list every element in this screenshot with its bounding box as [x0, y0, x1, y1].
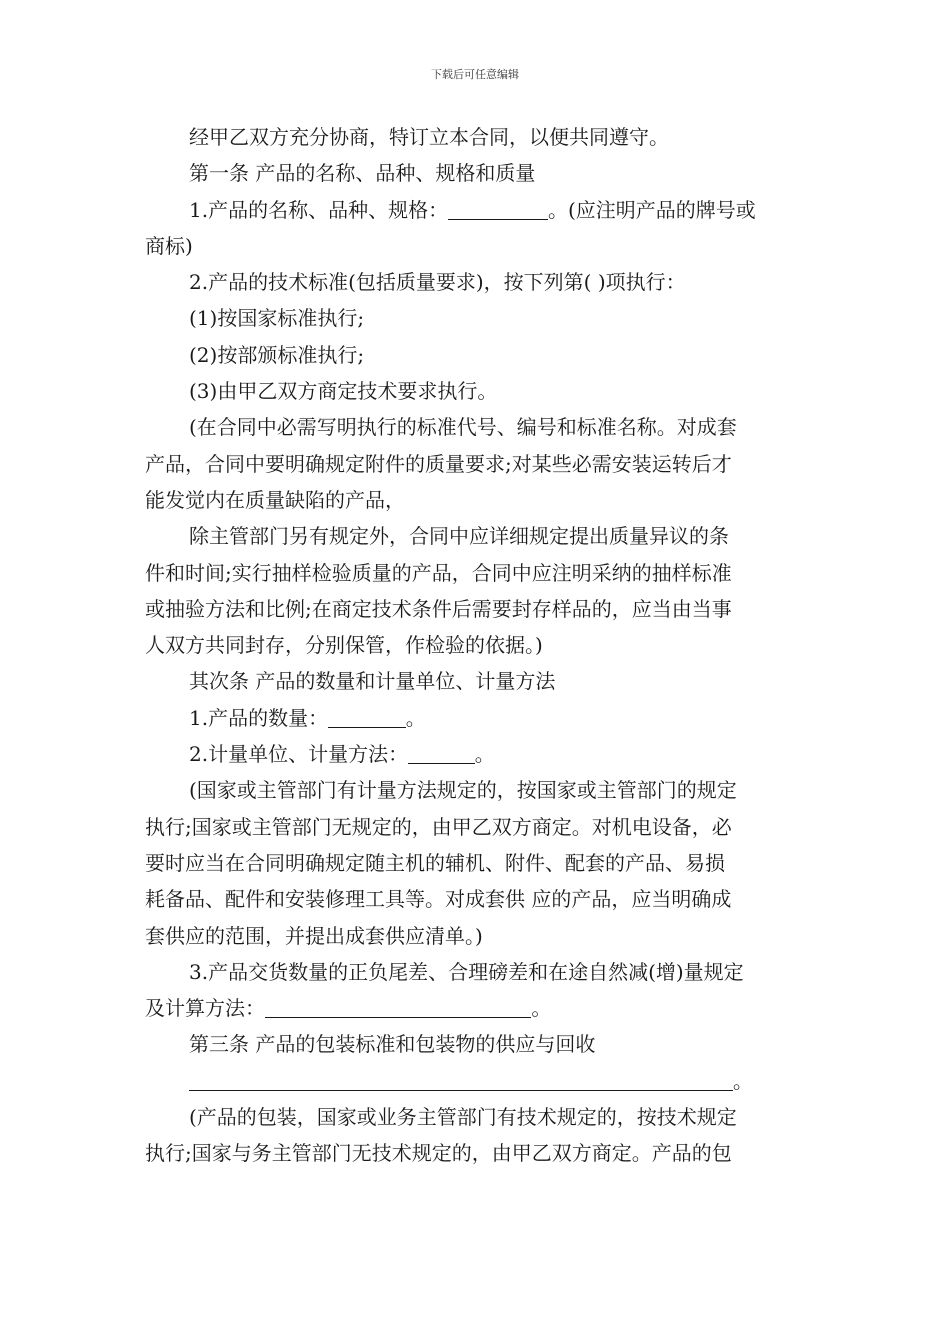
fill-in-blank[interactable]: [265, 995, 531, 1018]
text-line: [145, 700, 807, 736]
document-body: [145, 119, 807, 1172]
text-line: 执行;国家或主管部门无规定的，由甲乙双方商定。对机电设备，必: [145, 814, 732, 839]
line-suffix: 。: [474, 742, 495, 767]
line-suffix: 。: [531, 996, 552, 1021]
text-line: 经甲乙双方充分协商，特订立本合同，以便共同遵守。: [189, 125, 669, 149]
fill-in-blank[interactable]: [408, 741, 475, 764]
text-line: [145, 1063, 807, 1099]
text-line: 第一条 产品的名称、品种、规格和质量: [189, 161, 536, 186]
line-suffix: 。(应注明产品的牌号或: [547, 197, 756, 222]
text-line: 件和时间;实行抽样检验质量的产品，合同中应注明采纳的抽样标准: [145, 560, 732, 585]
text-line: 能发觉内在质量缺陷的产品，: [145, 487, 405, 512]
line-suffix: 。: [405, 705, 426, 730]
text-line: 执行;国家与务主管部门无技术规定的，由甲乙双方商定。产品的包: [145, 1141, 732, 1166]
text-line: 或抽验方法和比例;在商定技术条件后需要封存样品的，应当由当事: [145, 596, 732, 621]
line-prefix: 1.产品的名称、品种、规格：: [189, 197, 449, 222]
text-line: 套供应的范围，并提出成套供应清单。): [145, 923, 483, 948]
line-suffix: 。: [732, 1068, 753, 1093]
text-line: (2)按部颁标准执行;: [189, 342, 365, 367]
text-line: 要时应当在合同明确规定随主机的辅机、附件、配套的产品、易损: [145, 850, 725, 875]
fill-in-blank[interactable]: [448, 197, 548, 220]
text-line: 人双方共同封存，分别保管，作检验的依据。): [145, 633, 543, 658]
page-header-note: 下载后可任意编辑: [431, 68, 519, 81]
text-line: 产品，合同中要明确规定附件的质量要求;对某些必需安装运转后才: [145, 451, 732, 476]
text-line: 商标): [145, 233, 193, 258]
text-line: (产品的包装，国家或业务主管部门有技术规定的，按技术规定: [189, 1105, 737, 1130]
line-prefix: 2.计量单位、计量方法：: [189, 742, 409, 767]
text-line: (3)由甲乙双方商定技术要求执行。: [189, 379, 498, 404]
fill-in-blank[interactable]: [189, 1068, 733, 1091]
text-line: 2.产品的技术标准(包括质量要求)，按下列第( )项执行：: [189, 270, 686, 295]
text-line: (在合同中必需写明执行的标准代号、编号和标准名称。对成套: [189, 415, 737, 440]
text-line: 耗备品、配件和安装修理工具等。对成套供 应的产品，应当明确成: [145, 887, 732, 912]
text-line: [145, 192, 807, 228]
text-line: [145, 990, 807, 1026]
line-prefix: 及计算方法：: [145, 996, 265, 1021]
line-prefix: 1.产品的数量：: [189, 705, 329, 730]
text-line: 第三条 产品的包装标准和包装物的供应与回收: [189, 1032, 596, 1057]
fill-in-blank[interactable]: [328, 705, 406, 728]
text-line: (1)按国家标准执行;: [189, 306, 365, 331]
text-line: 3.产品交货数量的正负尾差、合理磅差和在途自然减(增)量规定: [189, 959, 744, 984]
text-line: [145, 736, 807, 772]
text-line: (国家或主管部门有计量方法规定的，按国家或主管部门的规定: [189, 778, 737, 803]
text-line: 其次条 产品的数量和计量单位、计量方法: [189, 669, 556, 694]
text-line: 除主管部门另有规定外，合同中应详细规定提出质量异议的条: [189, 524, 729, 549]
